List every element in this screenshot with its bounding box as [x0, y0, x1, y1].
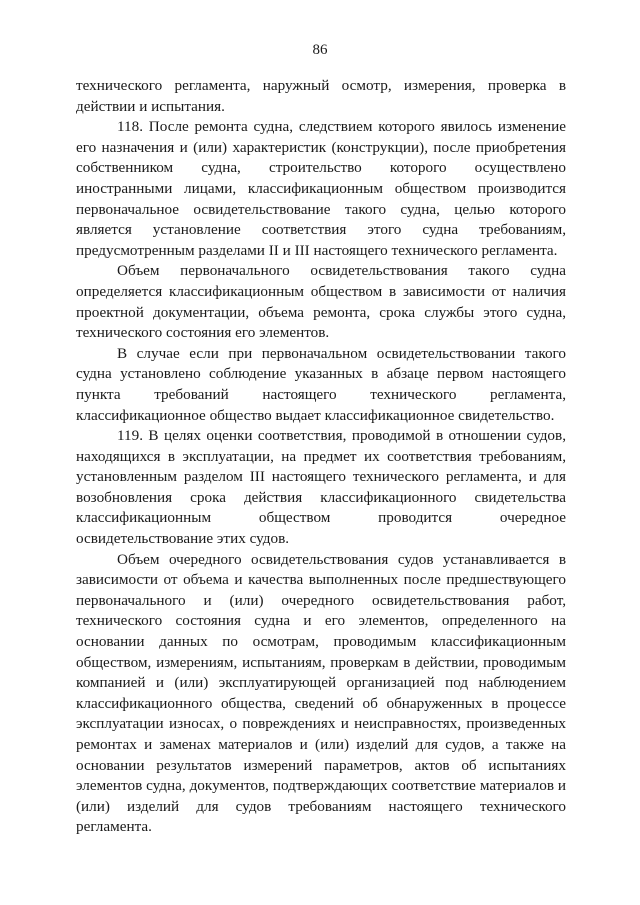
paragraph-continuation: технического регламента, наружный осмотр, измерения, проверка в действии и испытания. [76, 77, 566, 115]
paragraph-119: 119. В целях оценки соответствия, проводимой в отношении судов, находящихся в эксплуатации, на предмет их соответствия требованиям, установленным разделом III настоящего технического регламента, и для возобновления срока действия классификационного свидетельства классификационным обществом проводится очередное освидетельствование этих судов. [76, 427, 566, 548]
page-number: 86 [312, 42, 328, 58]
paragraph-118: 118. После ремонта судна, следствием которого явилось изменение его назначения и (или) характеристик (конструкции), после приобретения собственником судна, строительство которого осуществлено иностранными лицами, классификационным обществом производится первоначальное освидетельствование такого судна, целью которого является установление соответствия этого судна требованиям, предусмотренным разделами II и III настоящего технического регламента. [76, 118, 566, 259]
paragraph-periodic-survey-scope: Объем очередного освидетельствования судов устанавливается в зависимости от объема и качества выполненных после предшествующего первоначального и (или) очередного освидетельствования работ, технического состояния судна и его элементов, определенного на основании данных по осмотрам, проводимым классификационным обществом, измерениям, испытаниям, проверкам в действии, проводимым компанией и (или) эксплуатирующей организацией под наблюдением классификационного общества, сведений об обнаруженных в процессе эксплуатации износах, о повреждениях и неисправностях, произведенных ремонтах и заменах материалов и (или) изделий для судов, а также на основании результатов измерений параметров, актов об испытаниях элементов судна, документов, подтверждающих соответствие материалов и (или) изделий для судов требованиям настоящего технического регламента. [76, 550, 566, 836]
paragraph-certificate-issue: В случае если при первоначальном освидетельствовании такого судна установлено соблюдение указанных в абзаце первом настоящего пункта требований настоящего технического регламента, классификационное общество выдает классификационное свидетельство. [76, 344, 566, 424]
document-body [76, 76, 566, 838]
paragraph-initial-survey-scope: Объем первоначального освидетельствования такого судна определяется классификационным обществом в зависимости от наличия проектной документации, объема ремонта, срока службы этого судна, технического состояния его элементов. [76, 262, 566, 342]
